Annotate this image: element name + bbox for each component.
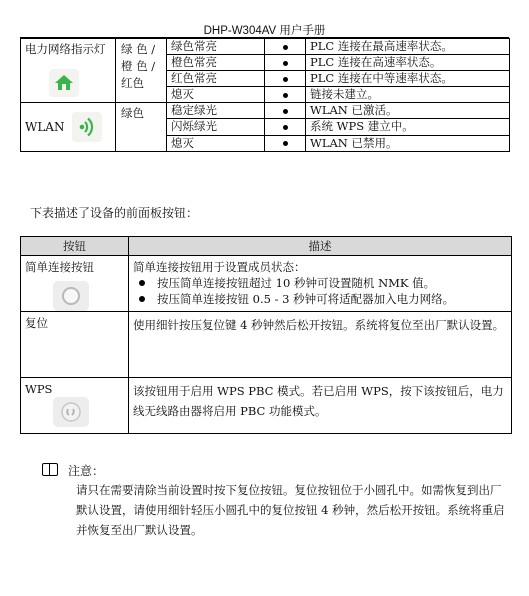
led-state: 红色常亮 [167,71,265,87]
led-desc: 系统 WPS 建立中。 [306,119,510,135]
bullet-icon [283,93,288,98]
table-row [21,256,512,312]
led-name: WLAN [25,119,65,134]
button-desc-cell [129,378,512,434]
wifi-icon [72,112,102,142]
led-color-cell: 绿色 [116,103,167,152]
led-state: 绿色常亮 [167,39,265,55]
home-icon [49,69,79,97]
bullet-icon [283,125,288,130]
page-header: DHP-W304AV 用户手册 [203,25,326,37]
led-state: 闪烁绿光 [167,119,265,135]
bullet-item: 按压简单连接按钮超过 10 秒钟可设置随机 NMK 值。 [133,275,507,291]
led-desc: WLAN 已激活。 [306,103,510,119]
table-header-row [21,237,512,256]
led-color-cell: 绿 色 / 橙 色 / 红色 [116,39,167,103]
led-state: 熄灭 [167,87,265,103]
led-desc: 链接未建立。 [306,87,510,103]
led-name-cell [21,103,116,152]
table-row [21,103,510,119]
button-name-cell [21,256,129,312]
led-name-cell [21,39,116,103]
button-name: 复位 [25,316,48,330]
led-desc: PLC 连接在中等速率状态。 [306,71,510,87]
wps-button-icon [53,397,89,427]
bullet-icon [283,141,288,146]
led-name: 电力网络指示灯 [25,42,106,56]
button-desc-cell [129,312,512,378]
note-body: 请只在需要清除当前设置时按下复位按钮。复位按钮位于小圆孔中。如需恢复到出厂默认设置，请使用细针轻压小圆孔中的复位按钮 4 秒钟，然后松开按钮。系统将重启并恢复至出厂默认设置。 [76,483,505,537]
button-desc: 使用细针按压复位键 4 秒钟然后松开按钮。系统将复位至出厂默认设置。 [133,318,505,332]
table-row [21,39,510,55]
table-row [21,378,512,434]
column-header-description: 描述 [129,237,512,256]
led-state: 稳定绿光 [167,103,265,119]
bullet-icon [283,61,288,66]
led-desc: WLAN 已禁用。 [306,135,510,151]
led-desc: PLC 连接在高速率状态。 [306,55,510,71]
pairing-button-icon [53,281,89,311]
led-indicator-table [20,38,510,152]
bullet-item: 按压简单连接按钮 0.5 - 3 秒钟可将适配器加入电力网络。 [133,291,507,307]
led-state: 熄灭 [167,135,265,151]
note-title: 注意： [68,464,105,478]
bullet-icon [283,109,288,114]
button-name-cell [21,312,129,378]
button-name: WPS [25,382,53,396]
intro-text: 下表描述了设备的前面板按钮： [30,206,199,220]
book-icon [42,463,58,476]
table-row [21,312,512,378]
bullet-icon [283,77,288,82]
column-header-button: 按钮 [21,237,129,256]
led-desc: PLC 连接在最高速率状态。 [306,39,510,55]
button-desc: 简单连接按钮用于设置成员状态： [133,260,306,274]
button-name: 简单连接按钮 [25,260,94,274]
button-table [20,236,512,434]
led-state: 橙色常亮 [167,55,265,71]
button-desc: 该按钮用于启用 WPS PBC 模式。若已启用 WPS，按下该按钮后，电力线无线路由器将启用 PBC 功能模式。 [133,384,504,418]
button-desc-cell [129,256,512,312]
bullet-icon [283,45,288,50]
button-name-cell [21,378,129,434]
